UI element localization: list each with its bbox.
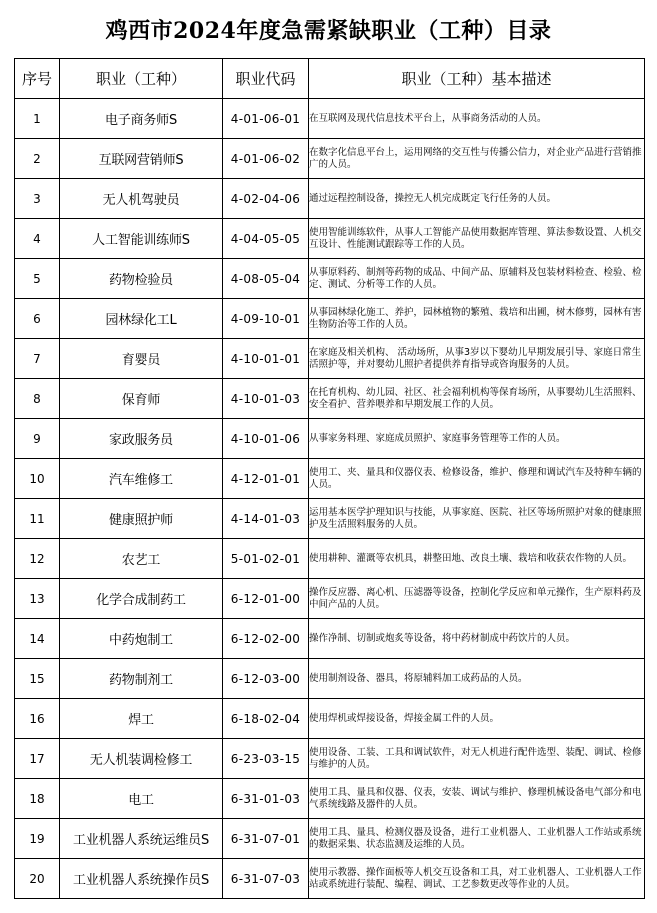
header-code: 职业代码 bbox=[223, 59, 309, 99]
occupation-name-cell: 汽车维修工 bbox=[60, 459, 223, 499]
occupation-name-cell: 焊工 bbox=[60, 699, 223, 739]
occupation-code-cell: 4-12-01-01 bbox=[223, 459, 309, 499]
occupation-description-cell bbox=[309, 379, 645, 419]
description-text: 在家庭及相关机构、 活动场所，从事3岁以下婴幼儿早期发展引导、家庭日常生活照护等，并对婴幼儿照护者提供养育指导或咨询服务的人员。 bbox=[309, 346, 642, 370]
table-row bbox=[15, 99, 645, 139]
occupation-name-cell: 中药炮制工 bbox=[60, 619, 223, 659]
table-row bbox=[15, 699, 645, 739]
description-text: 使用示教器、操作面板等人机交互设备和工具，对工业机器人、工业机器人工作站或系统进行装配、编程、调试、工艺参数更改等作业的人员。 bbox=[309, 866, 642, 890]
description-text: 在数字化信息平台上，运用网络的交互性与传播公信力，对企业产品进行营销推广的人员。 bbox=[309, 146, 642, 170]
table-row bbox=[15, 379, 645, 419]
occupation-description-cell bbox=[309, 819, 645, 859]
occupation-name-cell: 工业机器人系统操作员S bbox=[60, 859, 223, 899]
occupation-name-cell: 育婴员 bbox=[60, 339, 223, 379]
row-number-cell: 3 bbox=[15, 179, 60, 219]
table-body bbox=[15, 99, 645, 899]
row-number-cell: 15 bbox=[15, 659, 60, 699]
header-name: 职业（工种） bbox=[60, 59, 223, 99]
occupation-name-cell: 无人机装调检修工 bbox=[60, 739, 223, 779]
description-text: 使用工、夹、量具和仪器仪表、检修设备，维护、修理和调试汽车及特种车辆的人员。 bbox=[309, 466, 642, 490]
header-desc: 职业（工种）基本描述 bbox=[309, 59, 645, 99]
row-number-cell: 11 bbox=[15, 499, 60, 539]
occupation-description-cell bbox=[309, 779, 645, 819]
occupation-name-cell: 家政服务员 bbox=[60, 419, 223, 459]
occupation-name-cell: 农艺工 bbox=[60, 539, 223, 579]
occupation-description-cell bbox=[309, 739, 645, 779]
description-text: 从事园林绿化施工、养护，园林植物的繁殖、栽培和出圃，树木修剪，园林有害生物防治等工作的人员。 bbox=[309, 306, 642, 330]
row-number-cell: 17 bbox=[15, 739, 60, 779]
table-row bbox=[15, 619, 645, 659]
row-number-cell: 18 bbox=[15, 779, 60, 819]
occupation-name-cell: 化学合成制药工 bbox=[60, 579, 223, 619]
occupation-description-cell bbox=[309, 339, 645, 379]
occupation-name-cell: 健康照护师 bbox=[60, 499, 223, 539]
occupation-code-cell: 4-10-01-01 bbox=[223, 339, 309, 379]
row-number-cell: 10 bbox=[15, 459, 60, 499]
occupation-description-cell bbox=[309, 259, 645, 299]
occupation-name-cell: 人工智能训练师S bbox=[60, 219, 223, 259]
occupation-name-cell: 园林绿化工L bbox=[60, 299, 223, 339]
occupation-code-cell: 6-23-03-15 bbox=[223, 739, 309, 779]
table-row bbox=[15, 259, 645, 299]
occupation-code-cell: 5-01-02-01 bbox=[223, 539, 309, 579]
occupation-code-cell: 6-31-07-01 bbox=[223, 819, 309, 859]
row-number-cell: 19 bbox=[15, 819, 60, 859]
description-text: 使用智能训练软件，从事人工智能产品使用数据库管理、算法参数设置、人机交互设计、性能测试跟踪等工作的人员。 bbox=[309, 226, 642, 250]
table-row bbox=[15, 499, 645, 539]
occupation-name-cell: 药物检验员 bbox=[60, 259, 223, 299]
occupation-code-cell: 4-10-01-06 bbox=[223, 419, 309, 459]
occupation-code-cell: 4-14-01-03 bbox=[223, 499, 309, 539]
occupation-code-cell: 6-31-01-03 bbox=[223, 779, 309, 819]
description-text: 从事家务料理、家庭成员照护、家庭事务管理等工作的人员。 bbox=[309, 432, 566, 444]
description-text: 使用工具、量具、检测仪器及设备，进行工业机器人、工业机器人工作站或系统的数据采集、状态监测及运维的人员。 bbox=[309, 826, 642, 850]
occupation-description-cell bbox=[309, 579, 645, 619]
row-number-cell: 1 bbox=[15, 99, 60, 139]
table-row bbox=[15, 779, 645, 819]
row-number-cell: 6 bbox=[15, 299, 60, 339]
occupation-code-cell: 4-08-05-04 bbox=[223, 259, 309, 299]
table-row bbox=[15, 859, 645, 899]
table-row bbox=[15, 739, 645, 779]
description-text: 使用制剂设备、器具，将原辅料加工成药品的人员。 bbox=[309, 672, 528, 684]
occupation-name-cell: 药物制剂工 bbox=[60, 659, 223, 699]
occupation-name-cell: 工业机器人系统运维员S bbox=[60, 819, 223, 859]
occupation-description-cell bbox=[309, 859, 645, 899]
table-row bbox=[15, 419, 645, 459]
occupation-code-cell: 4-02-04-06 bbox=[223, 179, 309, 219]
description-text: 使用工具、量具和仪器、仪表，安装、调试与维护、修理机械设备电气部分和电气系统线路及器件的人员。 bbox=[309, 786, 642, 810]
occupation-code-cell: 6-18-02-04 bbox=[223, 699, 309, 739]
row-number-cell: 7 bbox=[15, 339, 60, 379]
occupation-code-cell: 4-01-06-02 bbox=[223, 139, 309, 179]
description-text: 从事原料药、制剂等药物的成品、中间产品、原辅料及包装材料检查、检验、检定、测试、分析等工作的人员。 bbox=[309, 266, 642, 290]
occupation-name-cell: 保育师 bbox=[60, 379, 223, 419]
row-number-cell: 12 bbox=[15, 539, 60, 579]
occupation-description-cell bbox=[309, 299, 645, 339]
occupation-description-cell bbox=[309, 99, 645, 139]
table-row bbox=[15, 139, 645, 179]
occupation-code-cell: 6-12-03-00 bbox=[223, 659, 309, 699]
header-no: 序号 bbox=[15, 59, 60, 99]
description-text: 使用焊机或焊接设备，焊接金属工件的人员。 bbox=[309, 712, 500, 724]
table-row bbox=[15, 659, 645, 699]
occupation-code-cell: 4-09-10-01 bbox=[223, 299, 309, 339]
table-row bbox=[15, 179, 645, 219]
occupation-name-cell: 互联网营销师S bbox=[60, 139, 223, 179]
occupation-description-cell bbox=[309, 459, 645, 499]
table-row bbox=[15, 219, 645, 259]
occupation-description-cell bbox=[309, 699, 645, 739]
occupation-code-cell: 4-04-05-05 bbox=[223, 219, 309, 259]
document-title: 鸡西市2024年度急需紧缺职业（工种）目录 bbox=[105, 17, 552, 44]
table-row bbox=[15, 819, 645, 859]
table-row bbox=[15, 579, 645, 619]
occupation-description-cell bbox=[309, 539, 645, 579]
description-text: 使用设备、工装、工具和调试软件，对无人机进行配件选型、装配、调试、检修与维护的人员。 bbox=[309, 746, 642, 770]
description-text: 操作反应器、离心机、压滤器等设备，控制化学反应和单元操作，生产原料药及中间产品的人员。 bbox=[309, 586, 642, 610]
occupation-table bbox=[14, 58, 645, 899]
occupation-name-cell: 电工 bbox=[60, 779, 223, 819]
occupation-code-cell: 6-12-01-00 bbox=[223, 579, 309, 619]
row-number-cell: 14 bbox=[15, 619, 60, 659]
occupation-code-cell: 4-10-01-03 bbox=[223, 379, 309, 419]
row-number-cell: 20 bbox=[15, 859, 60, 899]
description-text: 使用耕种、灌溉等农机具，耕整田地、改良土壤、栽培和收获农作物的人员。 bbox=[309, 552, 633, 564]
row-number-cell: 8 bbox=[15, 379, 60, 419]
description-text: 运用基本医学护理知识与技能，从事家庭、医院、社区等场所照护对象的健康照护及生活照料服务的人员。 bbox=[309, 506, 642, 530]
occupation-description-cell bbox=[309, 499, 645, 539]
occupation-description-cell bbox=[309, 179, 645, 219]
row-number-cell: 16 bbox=[15, 699, 60, 739]
row-number-cell: 13 bbox=[15, 579, 60, 619]
row-number-cell: 4 bbox=[15, 219, 60, 259]
description-text: 在互联网及现代信息技术平台上，从事商务活动的人员。 bbox=[309, 112, 547, 124]
occupation-description-cell bbox=[309, 139, 645, 179]
description-text: 通过远程控制设备，操控无人机完成既定飞行任务的人员。 bbox=[309, 192, 557, 204]
occupation-description-cell bbox=[309, 219, 645, 259]
occupation-code-cell: 4-01-06-01 bbox=[223, 99, 309, 139]
occupation-name-cell: 无人机驾驶员 bbox=[60, 179, 223, 219]
occupation-description-cell bbox=[309, 619, 645, 659]
table-row bbox=[15, 539, 645, 579]
occupation-code-cell: 6-31-07-03 bbox=[223, 859, 309, 899]
occupation-code-cell: 6-12-02-00 bbox=[223, 619, 309, 659]
description-text: 操作净制、切制或炮炙等设备，将中药材制成中药饮片的人员。 bbox=[309, 632, 576, 644]
occupation-name-cell: 电子商务师S bbox=[60, 99, 223, 139]
occupation-description-cell bbox=[309, 419, 645, 459]
row-number-cell: 5 bbox=[15, 259, 60, 299]
row-number-cell: 2 bbox=[15, 139, 60, 179]
occupation-description-cell bbox=[309, 659, 645, 699]
row-number-cell: 9 bbox=[15, 419, 60, 459]
table-row bbox=[15, 339, 645, 379]
table-row bbox=[15, 459, 645, 499]
description-text: 在托育机构、幼儿园、社区、社会福利机构等保育场所，从事婴幼儿生活照料、安全看护、营养喂养和早期发展工作的人员。 bbox=[309, 386, 642, 410]
table-row bbox=[15, 299, 645, 339]
table-header-row bbox=[15, 59, 645, 99]
